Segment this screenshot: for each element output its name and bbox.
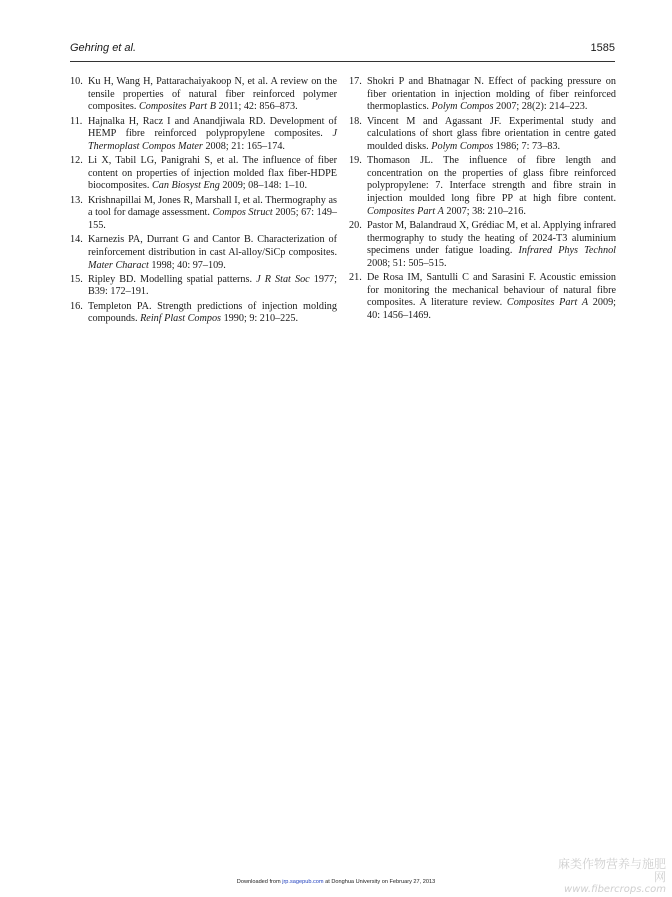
reference-journal: Composites Part A	[367, 205, 444, 217]
footer-link[interactable]: jrp.sagepub.com	[282, 879, 324, 885]
reference-number: 12.	[70, 155, 83, 167]
reference-text: Vincent M and Agassant JF. Experimental study and calculations of short glass fibre orientation in centre gated moulded disks.	[367, 115, 616, 152]
reference-item	[349, 155, 616, 218]
reference-citation: 2009; 08–148: 1–10.	[219, 180, 308, 192]
reference-journal: Composites Part B	[138, 101, 216, 113]
reference-citation: 1986; 7: 73–83.	[493, 140, 561, 152]
reference-text: Hajnalka H, Racz I and Anandjiwala RD. Development of HEMP fibre reinforced polypropylene composites.	[88, 115, 337, 140]
reference-citation: 2007; 28(2): 214–223.	[493, 101, 588, 113]
reference-journal: Composites Part A	[506, 297, 589, 309]
reference-text: Templeton PA. Strength predictions of injection molding compounds.	[88, 300, 337, 325]
watermark	[556, 858, 666, 895]
reference-number: 10.	[70, 76, 83, 87]
reference-citation: 2008; 21: 165–174.	[202, 140, 285, 152]
reference-number: 15.	[70, 273, 83, 285]
reference-text: Pastor M, Balandraud X, Grédiac M, et al. Applying infrared thermography to study the heating of 2024-T3 aluminium specimens under fatigue loading.	[367, 219, 616, 257]
reference-citation: 2008; 51: 505–515.	[367, 257, 447, 269]
reference-item	[70, 234, 337, 272]
footer-prefix: Downloaded from	[236, 879, 283, 885]
reference-citation: 1998; 40: 97–109.	[148, 259, 226, 271]
reference-text: De Rosa IM, Santulli C and Sarasini F. Acoustic emission for monitoring the mechanical behaviour of natural fibre composites. A literature review.	[367, 272, 616, 309]
reference-citation: 2011; 42: 856–873.	[215, 101, 298, 113]
reference-text: Ku H, Wang H, Pattarachaiyakoop N, et al. A review on the tensile properties of natural fiber reinforced polymer composites.	[88, 76, 337, 113]
reference-journal: Reinf Plast Compos	[140, 313, 222, 325]
footer-suffix: at Donghua University on February 27, 2013	[323, 879, 436, 885]
reference-text: Thomason JL. The influence of fibre length and concentration on the properties of glass fibre reinforced polypropylene: 7. Interface strength and fibre strain in injection moulded long fibre PP at high fibre content.	[367, 155, 616, 204]
reference-item	[70, 116, 337, 154]
reference-journal: Can Biosyst Eng	[151, 180, 220, 192]
reference-journal: J Thermoplast Compos Mater	[88, 128, 337, 152]
reference-journal: Compos Struct	[212, 207, 273, 219]
reference-number: 13.	[70, 194, 83, 206]
reference-number: 21.	[349, 272, 362, 284]
reference-journal: J R Stat Soc	[256, 273, 310, 285]
reference-item	[349, 220, 616, 270]
reference-text: Karnezis PA, Durrant G and Cantor B. Characterization of reinforcement distribution in cast Al-alloy/SiCp composites.	[88, 234, 337, 258]
reference-item	[349, 76, 616, 114]
reference-item	[349, 116, 616, 154]
watermark-chinese: 麻类作物营养与施肥网	[557, 857, 666, 884]
reference-text: Krishnapillai M, Jones R, Marshall I, et al. Thermography as a tool for damage assessment.	[88, 194, 337, 219]
reference-text: Shokri P and Bhatnagar N. Effect of packing pressure on fiber orientation in injection molding of fiber reinforced thermoplastics.	[367, 76, 616, 113]
reference-item	[70, 301, 337, 326]
reference-item	[70, 155, 337, 193]
reference-number: 19.	[349, 155, 362, 167]
reference-item	[70, 274, 337, 299]
reference-text: Li X, Tabil LG, Panigrahi S, et al. The influence of fiber content on properties of injection molded flax fiber-HDPE biocomposites.	[88, 155, 337, 192]
reference-citation: 2005; 67: 149–155.	[88, 207, 338, 231]
reference-number: 18.	[349, 115, 362, 127]
reference-citation: 2009; 40: 1456–1469.	[367, 297, 616, 321]
reference-text: Ripley BD. Modelling spatial patterns.	[88, 273, 257, 285]
reference-item	[70, 76, 337, 114]
reference-number: 20.	[349, 219, 362, 231]
reference-citation: 2007; 38: 210–216.	[443, 205, 526, 217]
reference-journal: Mater Charact	[88, 259, 149, 271]
page-header	[70, 42, 615, 58]
page-number: 1585	[590, 42, 615, 54]
reference-item	[70, 195, 337, 233]
reference-number: 14.	[70, 234, 83, 246]
header-rule	[70, 61, 615, 62]
reference-journal: Polym Compos	[431, 140, 494, 152]
reference-citation: 1990; 9: 210–225.	[221, 313, 298, 325]
watermark-url: www.fibercrops.com	[564, 884, 666, 895]
reference-number: 17.	[349, 76, 362, 87]
reference-number: 16.	[70, 300, 83, 312]
references-left-column	[70, 76, 337, 328]
reference-item	[349, 272, 616, 322]
references-right-column	[349, 76, 616, 324]
running-author: Gehring et al.	[70, 42, 137, 54]
reference-journal: Polym Compos	[431, 101, 494, 113]
reference-number: 11.	[70, 115, 83, 127]
reference-journal: Infrared Phys Technol	[518, 245, 616, 257]
reference-citation: 1977; B39: 172–191.	[88, 273, 337, 298]
